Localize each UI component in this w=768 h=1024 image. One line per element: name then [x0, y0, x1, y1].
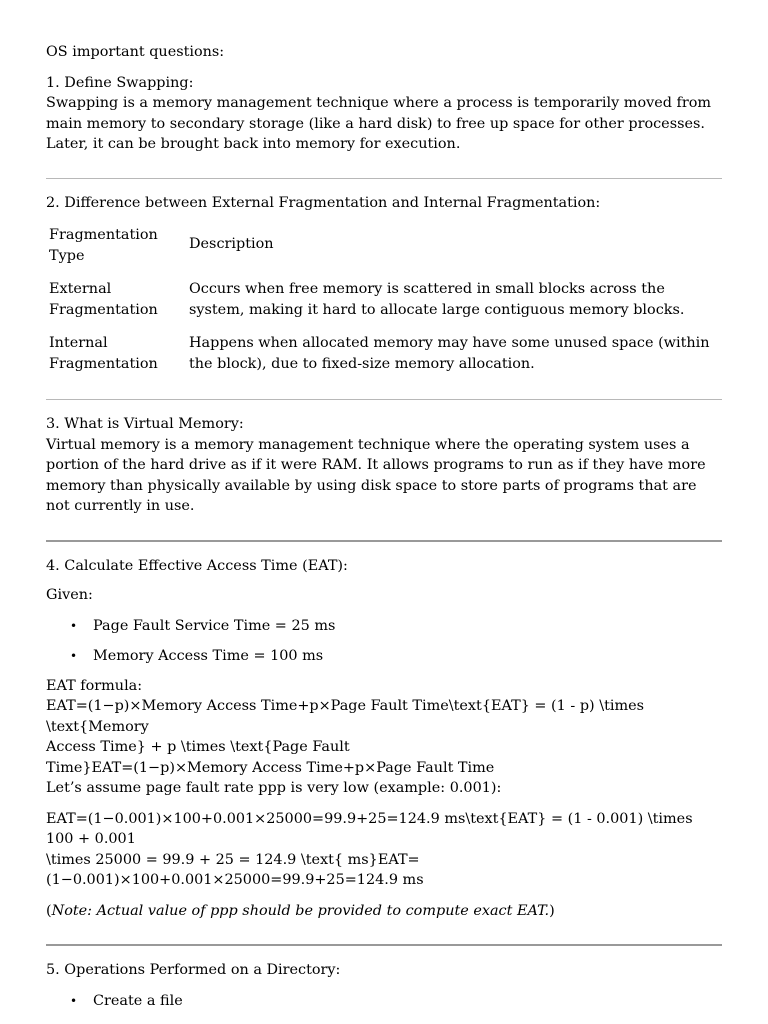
divider: [46, 399, 722, 400]
q5-title: 5. Operations Performed on a Directory:: [46, 962, 341, 978]
table-cell-type: Internal Fragmentation: [49, 335, 158, 372]
q3-title: 3. What is Virtual Memory:: [46, 416, 244, 432]
assumption-text: Let’s assume page fault rate ppp is very low (example: 0.001):: [46, 780, 502, 796]
list-item: • Memory Access Time = 100 ms: [46, 646, 722, 667]
table-row: [46, 279, 722, 320]
page-title: OS important questions:: [46, 44, 225, 60]
q4-title: 4. Calculate Effective Access Time (EAT):: [46, 557, 348, 574]
q1-body: Swapping is a memory management technique where a process is temporarily moved from main memory to secondary storage (like a hard disk) to free up space for other processes. Later, it can be brought back into memory for execution.: [46, 95, 712, 152]
directory-ops-list: [46, 991, 722, 1012]
table-header-type: Fragmentation Type: [49, 227, 158, 264]
note-text: Note: Actual value of ppp should be provided to compute exact EAT.: [51, 902, 550, 919]
given-list: [46, 616, 722, 667]
document-page: [46, 0, 722, 1011]
q1-title: 1. Define Swapping:: [46, 74, 194, 91]
q3-body: Virtual memory is a memory management technique where the operating system uses a portion of the hard drive as if it were RAM. It allows programs to run as if they have more memory than physically available by using disk space to store parts of programs that are not currently in use.: [46, 436, 706, 514]
table-header-row: [46, 225, 722, 266]
formula-line: Access Time} + p \times \text{Page Fault: [46, 739, 350, 755]
list-item: • Page Fault Service Time = 25 ms: [46, 616, 722, 637]
fragmentation-table: [46, 225, 722, 374]
note: [46, 901, 722, 922]
note-open-paren: (: [46, 902, 52, 919]
calculation-line: \times 25000 = 99.9 + 25 = 124.9 \text{ ms}EAT=(1−0.001)×100+0.001×25000=99.9+25=124.9 ms: [46, 851, 424, 888]
divider: [46, 540, 722, 542]
q2-title: 2. Difference between External Fragmentation and Internal Fragmentation:: [46, 194, 601, 211]
formula-heading: EAT formula:: [46, 677, 143, 694]
formula-line: EAT=(1−p)×Memory Access Time+p×Page Fault Time\text{EAT} = (1 - p) \times \text{Memory: [46, 698, 645, 735]
table-row: [46, 333, 722, 374]
divider: [46, 944, 722, 946]
list-item: • Create a file: [46, 991, 722, 1012]
table-cell-type: External Fragmentation: [49, 281, 158, 318]
note-close-paren: ): [549, 902, 555, 919]
q4-given: Given:: [46, 587, 93, 603]
calculation-line: EAT=(1−0.001)×100+0.001×25000=99.9+25=124.9 ms\text{EAT} = (1 - 0.001) \times 100 + 0.001: [46, 810, 693, 847]
table-header-description: Description: [189, 236, 274, 252]
divider: [46, 178, 722, 179]
formula-line: Time}EAT=(1−p)×Memory Access Time+p×Page Fault Time: [46, 759, 495, 776]
table-cell-description: Occurs when free memory is scattered in small blocks across the system, making it hard to allocate large contiguous memory blocks.: [189, 281, 685, 318]
table-cell-description: Happens when allocated memory may have some unused space (within the block), due to fixed-size memory allocation.: [189, 335, 710, 372]
